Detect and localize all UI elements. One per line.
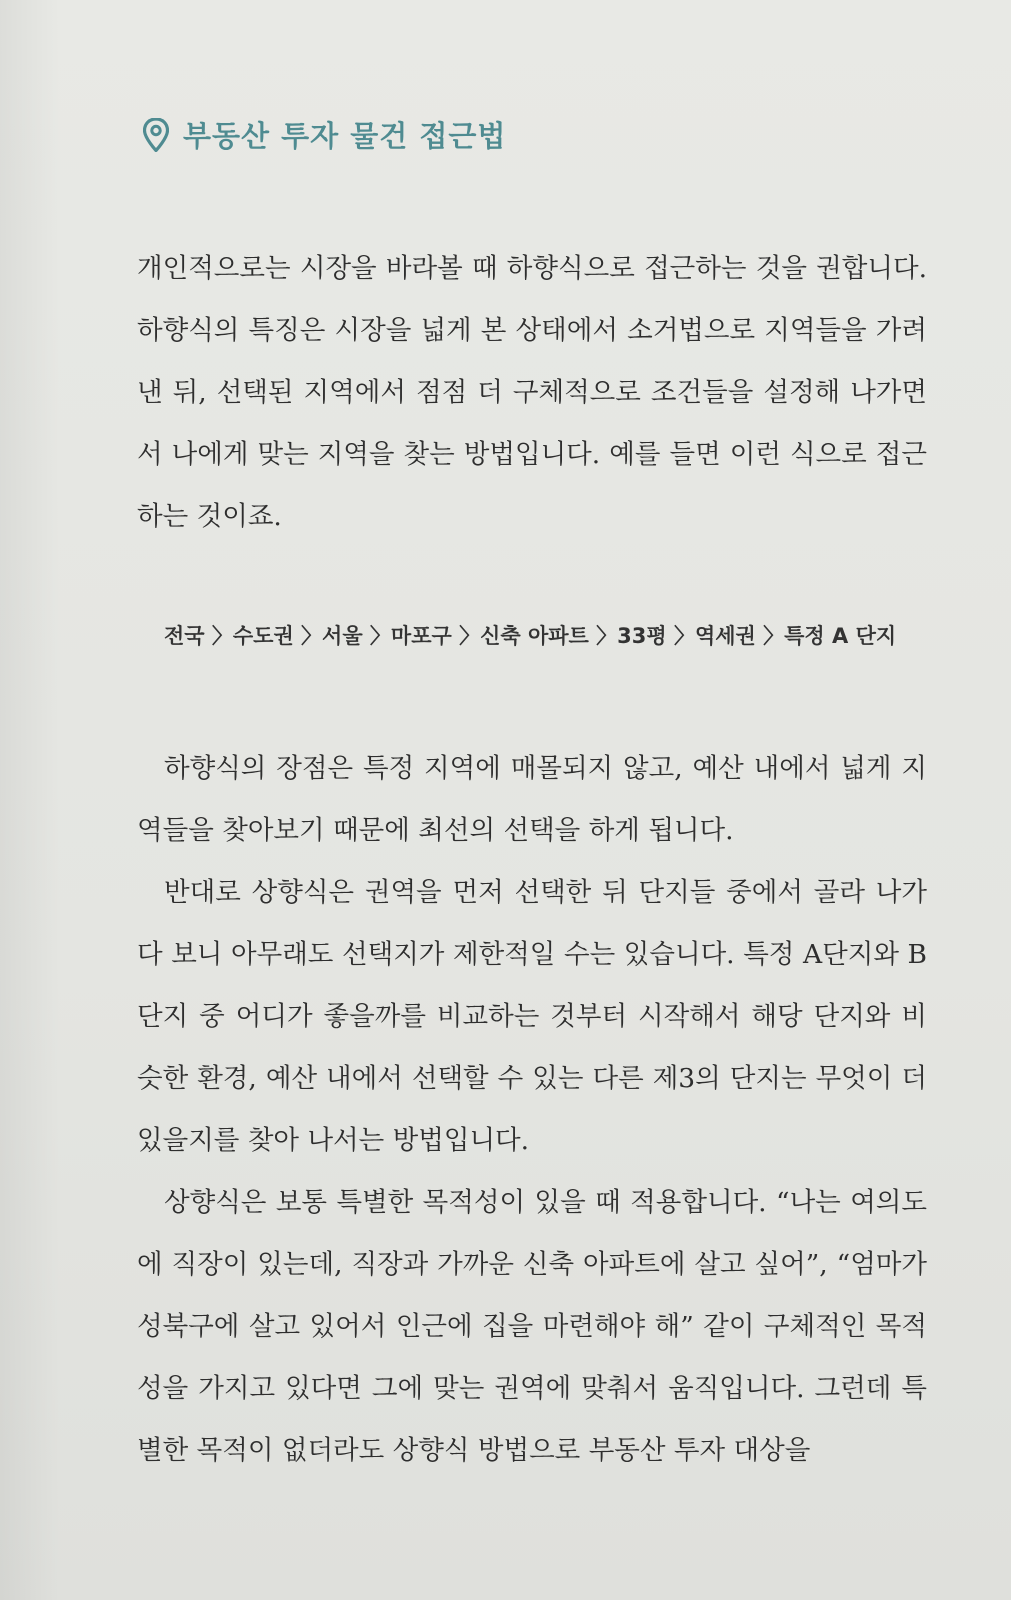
section-heading [143,114,506,155]
bottom-up-paragraph: 반대로 상향식은 권역을 먼저 선택한 뒤 단지들 중에서 골라 나가다 보니 아무래도 선택지가 제한적일 수는 있습니다. 특정 A단지와 B단지 중 어디가 좋을까를 비교하는 것부터 시작해서 해당 단지와 비슷한 환경, 예산 내에서 선택할 수 있는 다른 제3의 단지는 무엇이 더 있을지를 찾아 나서는 방법입니다. [137,877,927,1156]
section-heading-text: 부동산 투자 물건 접근법 [183,119,507,153]
advantage-paragraph: 하향식의 장점은 특정 지역에 매몰되지 않고, 예산 내에서 넓게 지역들을 찾아보기 때문에 최선의 선택을 하게 됩니다. [137,753,927,846]
location-pin-icon [143,118,169,152]
intro-paragraph: 개인적으로는 시장을 바라볼 때 하향식으로 접근하는 것을 권합니다. 하향식의 특징은 시장을 넓게 본 상태에서 소거법으로 지역들을 가려낸 뒤, 선택된 지역에서 점점 더 구체적으로 조건들을 설정해 나가면서 나에게 맞는 지역을 찾는 방법입니다. 예를 들면 이런 식으로 접근하는 것이죠. [137,253,927,532]
example-path: 전국 〉수도권 〉서울 〉마포구 〉신축 아파트 〉33평 〉역세권 〉특정 A 단지 [164,624,897,648]
purpose-paragraph: 상향식은 보통 특별한 목적성이 있을 때 적용합니다. “나는 여의도에 직장이 있는데, 직장과 가까운 신축 아파트에 살고 싶어”, “엄마가 성북구에 살고 있어서 인근에 집을 마련해야 해” 같이 구체적인 목적성을 가지고 있다면 그에 맞는 권역에 맞춰서 움직입니다. 그런데 특별한 목적이 없더라도 상향식 방법으로 부동산 투자 대상을 [137,1187,927,1466]
